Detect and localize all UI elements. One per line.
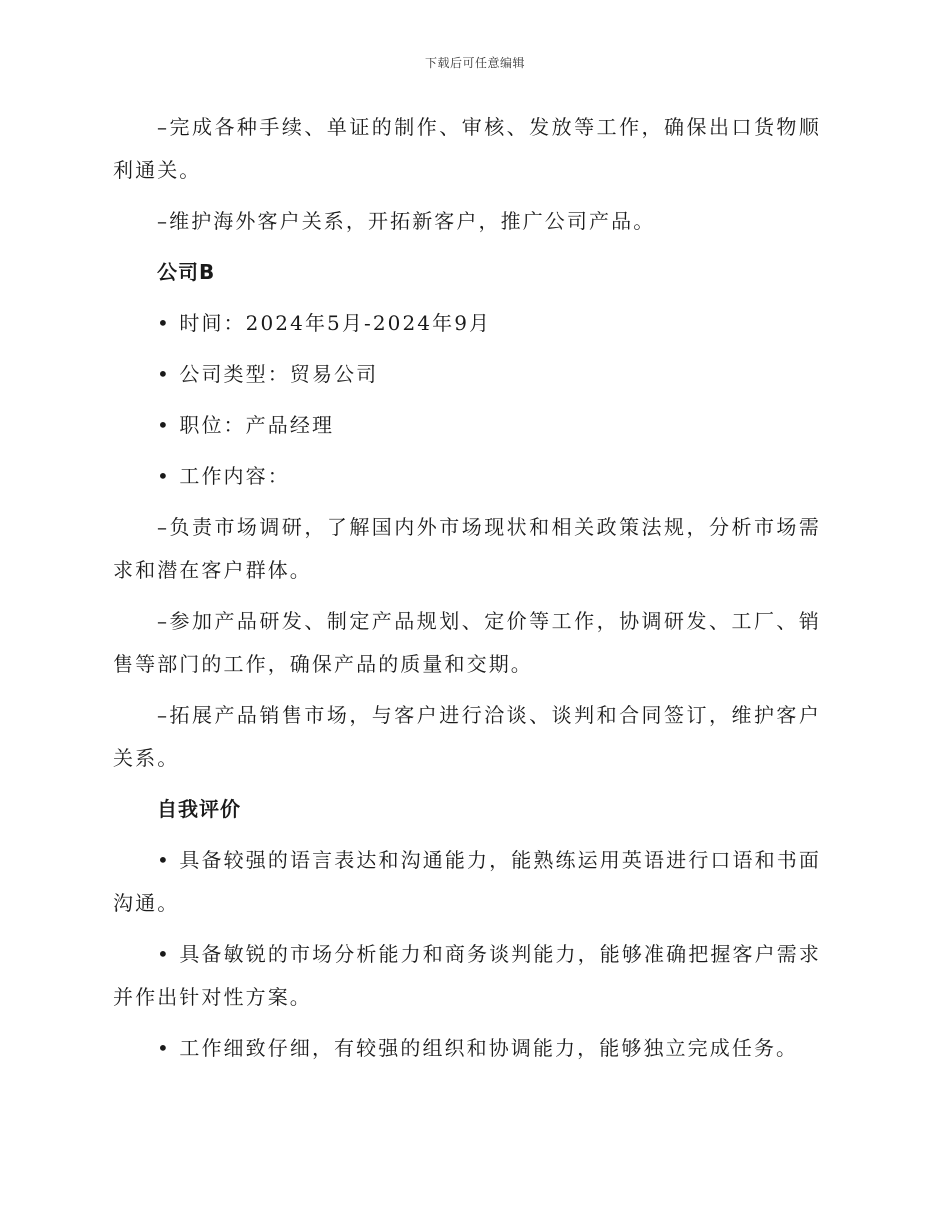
section-heading-self-evaluation: 自我评价	[157, 797, 241, 821]
section-heading-company-b: 公司B	[157, 260, 216, 284]
detail-time: • 时间：2024年5月-2024年9月	[157, 311, 492, 335]
evaluation-item-organization: • 工作细致仔细，有较强的组织和协调能力，能够独立完成任务。	[157, 1036, 799, 1060]
duty-item-research: –负责市场调研，了解国内外市场现状和相关政策法规，分析市场需求和潜在客户群体。	[113, 515, 821, 582]
document-body	[113, 106, 821, 1078]
duty-item-development: –参加产品研发、制定产品规划、定价等工作，协调研发、工厂、销售等部门的工作，确保产品的质量和交期。	[113, 609, 821, 676]
detail-company-type: • 公司类型：贸易公司	[157, 362, 379, 386]
duty-item-clients: –维护海外客户关系，开拓新客户，推广公司产品。	[157, 209, 656, 233]
detail-work-content: • 工作内容：	[157, 464, 290, 488]
duty-item-customs: –完成各种手续、单证的制作、审核、发放等工作，确保出口货物顺利通关。	[113, 115, 821, 182]
evaluation-item-communication: • 具备较强的语言表达和沟通能力，能熟练运用英语进行口语和书面沟通。	[113, 848, 821, 915]
page-header: 下载后可任意编辑	[424, 56, 525, 70]
evaluation-item-analysis: • 具备敏锐的市场分析能力和商务谈判能力，能够准确把握客户需求并作出针对性方案。	[113, 942, 821, 1009]
duty-item-sales: –拓展产品销售市场，与客户进行洽谈、谈判和合同签订，维护客户关系。	[113, 703, 821, 770]
detail-position: • 职位：产品经理	[157, 413, 335, 437]
